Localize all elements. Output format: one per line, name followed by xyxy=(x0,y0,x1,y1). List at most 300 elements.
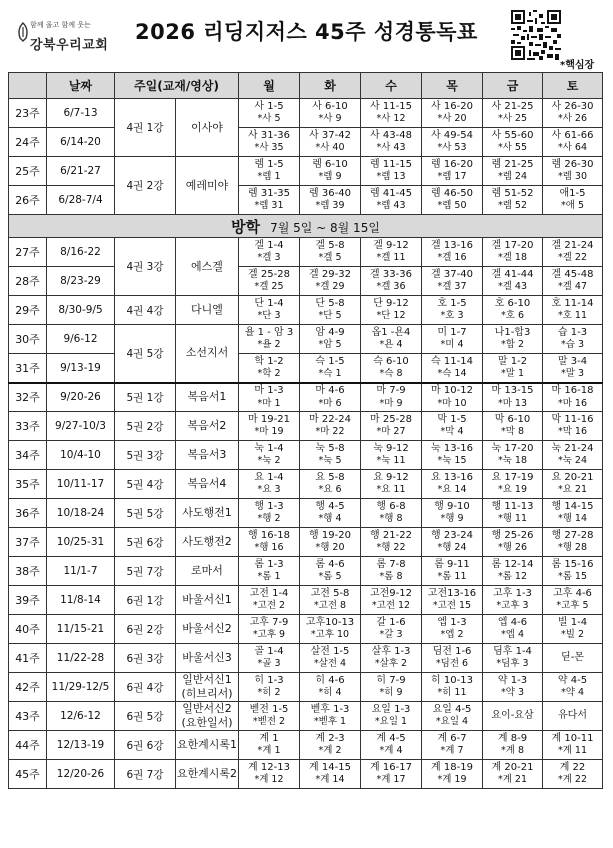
reading-cell xyxy=(422,441,483,470)
core-chapter: *합 2 xyxy=(501,339,524,351)
lecture-topic: 다니엘 xyxy=(176,296,239,325)
table-body xyxy=(9,99,603,789)
core-chapter: *마 19 xyxy=(254,426,284,438)
reading-range: 습 1-3 xyxy=(557,326,588,338)
core-chapter: *막 16 xyxy=(557,426,588,438)
lecture-topic-title: 바울서신1 xyxy=(182,593,232,607)
reading-range: 눅 9-12 xyxy=(373,442,409,454)
reading-range: 히 10-13 xyxy=(431,674,473,686)
week-number: 32주 xyxy=(9,383,47,412)
reading-cell xyxy=(239,325,300,354)
reading-cell xyxy=(543,354,603,383)
reading-range: 마 16-18 xyxy=(551,385,594,397)
reading-range: 고후 1-3 xyxy=(493,587,532,599)
core-chapter: *렘 50 xyxy=(437,200,467,212)
core-chapter: *사 64 xyxy=(557,142,588,154)
lecture-topic-title: 요한계시록2 xyxy=(176,767,238,781)
reading-range: 렘 11-15 xyxy=(370,158,412,170)
core-chapter: *렘 17 xyxy=(437,171,467,183)
reading-range: 렘 51-52 xyxy=(491,187,534,199)
week-dates: 11/29-12/5 xyxy=(47,673,115,702)
reading-cell xyxy=(483,383,543,412)
reading-cell xyxy=(422,412,483,441)
reading-cell xyxy=(543,615,603,644)
lecture-number: 4권 4강 xyxy=(115,296,176,325)
reading-cell xyxy=(300,586,361,615)
reading-range: 사 55-60 xyxy=(491,129,534,141)
reading-range: 렘 46-50 xyxy=(431,187,473,199)
reading-range: 행 14-15 xyxy=(551,500,594,512)
reading-range: 고전9-12 xyxy=(369,587,412,599)
core-chapter: *학 2 xyxy=(257,368,281,380)
reading-range: 사 49-54 xyxy=(431,129,473,141)
reading-cell xyxy=(361,128,422,157)
core-chapter: *엡 2 xyxy=(440,629,464,641)
core-chapter: *계 11 xyxy=(557,745,588,757)
reading-cell xyxy=(239,354,300,383)
week-dates: 8/23-29 xyxy=(47,267,115,296)
reading-range: 막 6-10 xyxy=(494,413,531,425)
week-dates: 9/6-12 xyxy=(47,325,115,354)
lecture-number: 5권 5강 xyxy=(115,499,176,528)
reading-cell xyxy=(300,470,361,499)
reading-range: 살전 1-5 xyxy=(310,645,350,657)
reading-cell xyxy=(361,470,422,499)
reading-cell xyxy=(543,325,603,354)
reading-cell xyxy=(361,731,422,760)
reading-cell xyxy=(361,528,422,557)
reading-range: 겔 37-40 xyxy=(431,268,473,280)
core-chapter: *단 5 xyxy=(318,310,342,322)
reading-range: 딛-몬 xyxy=(561,651,584,663)
lecture-number: 6권 5강 xyxy=(115,702,176,731)
week-dates: 6/14-20 xyxy=(47,128,115,157)
reading-range: 행 16-18 xyxy=(248,529,290,541)
core-chapter: *애 5 xyxy=(561,200,584,212)
lecture-topic-title: 일반서신1 xyxy=(182,673,232,687)
reading-range: 미 1-7 xyxy=(437,326,467,338)
reading-range: 욜 1 - 암 3 xyxy=(244,326,294,338)
reading-range: 사 37-42 xyxy=(309,129,351,141)
reading-range: 슥 6-10 xyxy=(373,355,409,367)
reading-cell xyxy=(300,267,361,296)
reading-cell xyxy=(361,441,422,470)
reading-cell xyxy=(483,325,543,354)
lecture-number: 4권 1강 xyxy=(115,99,176,157)
core-chapter: *롬 15 xyxy=(557,571,588,583)
core-chapter: *겔 22 xyxy=(557,252,588,264)
week-dates: 6/21-27 xyxy=(47,157,115,186)
reading-range: 요 5-8 xyxy=(315,471,345,483)
core-chapter: *사 53 xyxy=(437,142,467,154)
table-row xyxy=(9,470,603,499)
reading-range: 고후 4-6 xyxy=(553,587,592,599)
table-row xyxy=(9,383,603,412)
week-number: 42주 xyxy=(9,673,47,702)
reading-cell xyxy=(422,383,483,412)
reading-cell xyxy=(543,731,603,760)
table-row xyxy=(9,499,603,528)
reading-range: 벧전 1-5 xyxy=(249,703,289,715)
reading-cell xyxy=(543,528,603,557)
core-chapter: *행 9 xyxy=(440,513,464,525)
core-chapter: *요일 4 xyxy=(435,716,469,728)
core-chapter: *요 21 xyxy=(557,484,588,496)
core-chapter: *눅 5 xyxy=(318,455,342,467)
week-dates: 10/25-31 xyxy=(47,528,115,557)
lecture-topic: 예레미야 xyxy=(176,157,239,215)
core-chapter: *렘 52 xyxy=(497,200,528,212)
reading-range: 고전 5-8 xyxy=(310,587,350,599)
reading-range: 겔 9-12 xyxy=(373,239,409,251)
lecture-topic-title: 복음서3 xyxy=(187,448,227,462)
week-number: 45주 xyxy=(9,760,47,789)
table-row xyxy=(9,557,603,586)
reading-cell xyxy=(543,267,603,296)
lecture-topic: 에스겔 xyxy=(176,238,239,296)
reading-range: 엡 1-3 xyxy=(437,616,467,628)
reading-cell xyxy=(361,673,422,702)
week-number: 26주 xyxy=(9,186,47,215)
core-chapter: *사 25 xyxy=(497,113,528,125)
core-chapter: *롬 5 xyxy=(318,571,342,583)
week-number: 30주 xyxy=(9,325,47,354)
core-chapter: *딤후 3 xyxy=(496,658,529,670)
reading-cell xyxy=(239,470,300,499)
reading-cell xyxy=(543,157,603,186)
core-chapter: *히 4 xyxy=(318,687,342,699)
reading-range: 딤후 1-4 xyxy=(493,645,532,657)
reading-cell xyxy=(483,499,543,528)
reading-range: 겔 41-44 xyxy=(491,268,534,280)
core-chapter: *겔 36 xyxy=(376,281,406,293)
core-chapter-note: *핵심장 xyxy=(560,60,595,71)
week-dates: 11/1-7 xyxy=(47,557,115,586)
core-chapter: *행 11 xyxy=(497,513,528,525)
reading-cell xyxy=(300,673,361,702)
reading-range: 계 10-11 xyxy=(551,732,594,744)
core-chapter: *마 1 xyxy=(257,397,281,409)
reading-range: 눅 13-16 xyxy=(431,442,473,454)
reading-range: 마 4-6 xyxy=(315,385,345,397)
qr-code-icon[interactable] xyxy=(511,10,561,60)
core-chapter: *벧후 1 xyxy=(313,716,347,728)
reading-range: 행 1-3 xyxy=(254,500,284,512)
week-dates: 10/11-17 xyxy=(47,470,115,499)
week-dates: 8/16-22 xyxy=(47,238,115,267)
table-row xyxy=(9,354,603,383)
week-dates: 8/30-9/5 xyxy=(47,296,115,325)
lecture-number: 5권 2강 xyxy=(115,412,176,441)
lecture-topic-title: 요한계시록1 xyxy=(176,738,238,752)
vacation-dates: 7월 5일 ~ 8월 15일 xyxy=(270,220,380,235)
week-number: 27주 xyxy=(9,238,47,267)
reading-cell xyxy=(422,673,483,702)
core-chapter: *고후 3 xyxy=(496,600,529,612)
reading-cell xyxy=(422,615,483,644)
core-chapter: *호 3 xyxy=(440,310,464,322)
reading-range: 벧후 1-3 xyxy=(310,703,350,715)
core-chapter: *약 4 xyxy=(561,687,584,699)
core-chapter: *딤전 6 xyxy=(435,658,469,670)
reading-cell xyxy=(239,128,300,157)
reading-cell xyxy=(483,441,543,470)
reading-range: 호 11-14 xyxy=(551,297,594,309)
reading-cell xyxy=(543,238,603,267)
reading-range: 렘 6-10 xyxy=(312,158,348,170)
reading-cell xyxy=(361,186,422,215)
table-row xyxy=(9,157,603,186)
lecture-number: 5권 7강 xyxy=(115,557,176,586)
reading-range: 유다서 xyxy=(558,709,587,721)
reading-range: 렘 36-40 xyxy=(309,187,351,199)
core-chapter: *롬 12 xyxy=(497,571,528,583)
reading-cell xyxy=(361,644,422,673)
reading-cell xyxy=(422,731,483,760)
lecture-topic-title: 로마서 xyxy=(191,564,223,578)
lecture-topic xyxy=(176,731,239,760)
lecture-topic-subtitle: (히브리서) xyxy=(181,687,233,700)
core-chapter: *말 1 xyxy=(501,368,524,380)
core-chapter: *계 21 xyxy=(497,774,528,786)
core-chapter: *고후 10 xyxy=(310,629,350,641)
core-chapter: *계 4 xyxy=(379,745,403,757)
reading-cell xyxy=(239,412,300,441)
lecture-number: 6권 7강 xyxy=(115,760,176,789)
header-thu: 목 xyxy=(422,73,483,99)
reading-range: 겔 1-4 xyxy=(254,239,284,251)
lecture-topic-title: 사도행전1 xyxy=(182,506,232,520)
reading-cell xyxy=(300,702,361,731)
reading-cell xyxy=(239,644,300,673)
reading-cell xyxy=(483,296,543,325)
lecture-topic xyxy=(176,557,239,586)
core-chapter: *약 3 xyxy=(501,687,524,699)
reading-cell xyxy=(422,528,483,557)
reading-cell xyxy=(361,557,422,586)
reading-range: 롬 9-11 xyxy=(434,558,470,570)
reading-cell xyxy=(239,238,300,267)
table-row xyxy=(9,412,603,441)
reading-range: 단 1-4 xyxy=(254,297,284,309)
core-chapter: *행 16 xyxy=(254,542,284,554)
reading-range: 눅 21-24 xyxy=(551,442,594,454)
reading-cell xyxy=(543,499,603,528)
header-fri: 금 xyxy=(483,73,543,99)
reading-range: 옵1 -욘4 xyxy=(371,326,411,338)
core-chapter: *눅 2 xyxy=(257,455,281,467)
core-chapter: *마 22 xyxy=(315,426,345,438)
core-chapter: *슥 1 xyxy=(318,368,342,380)
reading-range: 사 26-30 xyxy=(551,100,594,112)
reading-cell xyxy=(543,760,603,789)
core-chapter: *행 26 xyxy=(497,542,528,554)
reading-range: 행 21-22 xyxy=(370,529,412,541)
reading-range: 말 3-4 xyxy=(557,355,588,367)
lecture-number: 6권 4강 xyxy=(115,673,176,702)
reading-range: 막 1-5 xyxy=(437,413,467,425)
reading-cell xyxy=(543,557,603,586)
reading-range: 겔 17-20 xyxy=(491,239,534,251)
reading-cell xyxy=(543,383,603,412)
core-chapter: *요일 1 xyxy=(374,716,408,728)
reading-range: 요일 4-5 xyxy=(432,703,472,715)
table-header-row xyxy=(9,73,603,99)
reading-cell xyxy=(239,731,300,760)
table-row xyxy=(9,673,603,702)
week-dates: 6/7-13 xyxy=(47,99,115,128)
vacation-row xyxy=(9,215,603,238)
core-chapter: *고전 15 xyxy=(432,600,472,612)
vacation-label: 방학 xyxy=(231,217,261,236)
core-chapter: *렘 1 xyxy=(257,171,281,183)
core-chapter: *엡 4 xyxy=(501,629,524,641)
reading-cell xyxy=(300,644,361,673)
reading-range: 행 11-13 xyxy=(491,500,534,512)
core-chapter: *히 11 xyxy=(437,687,467,699)
reading-range: 마 13-15 xyxy=(491,385,534,397)
core-chapter: *렘 9 xyxy=(318,171,342,183)
core-chapter: *렘 43 xyxy=(376,200,406,212)
reading-cell xyxy=(239,296,300,325)
core-chapter: *빌 2 xyxy=(561,629,584,641)
core-chapter: *마 27 xyxy=(376,426,406,438)
reading-range: 계 20-21 xyxy=(491,761,534,773)
core-chapter: *호 6 xyxy=(501,310,524,322)
header-tue: 화 xyxy=(300,73,361,99)
reading-range: 겔 25-28 xyxy=(248,268,290,280)
reading-cell xyxy=(300,157,361,186)
core-chapter: *겔 47 xyxy=(557,281,588,293)
reading-cell xyxy=(483,760,543,789)
reading-cell xyxy=(422,267,483,296)
reading-cell xyxy=(422,128,483,157)
reading-range: 행 4-5 xyxy=(315,500,345,512)
core-chapter: *행 4 xyxy=(318,513,342,525)
lecture-topic-subtitle: (요한일서) xyxy=(181,716,233,729)
core-chapter: *골 3 xyxy=(257,658,281,670)
reading-range: 사 31-36 xyxy=(248,129,290,141)
core-chapter: *마 9 xyxy=(379,397,403,409)
page-header xyxy=(0,0,613,72)
reading-cell xyxy=(300,238,361,267)
reading-cell xyxy=(361,238,422,267)
reading-cell xyxy=(239,383,300,412)
reading-cell xyxy=(422,238,483,267)
logo-tagline: 함께 울고 함께 웃는 xyxy=(30,21,91,29)
week-dates: 9/20-26 xyxy=(47,383,115,412)
core-chapter: *렘 24 xyxy=(497,171,528,183)
reading-cell xyxy=(300,99,361,128)
reading-range: 약 1-3 xyxy=(497,674,528,686)
week-dates: 12/6-12 xyxy=(47,702,115,731)
lecture-topic xyxy=(176,673,239,702)
reading-cell xyxy=(239,760,300,789)
reading-range: 딤전 1-6 xyxy=(432,645,472,657)
reading-cell xyxy=(239,557,300,586)
core-chapter: *사 12 xyxy=(376,113,406,125)
core-chapter: *계 19 xyxy=(437,774,467,786)
core-chapter: *계 8 xyxy=(501,745,524,757)
core-chapter: *행 8 xyxy=(379,513,403,525)
reading-cell xyxy=(361,325,422,354)
reading-cell xyxy=(422,702,483,731)
reading-cell xyxy=(300,186,361,215)
reading-range: 사 1-5 xyxy=(254,100,284,112)
reading-range: 계 12-13 xyxy=(248,761,290,773)
reading-cell xyxy=(543,128,603,157)
core-chapter: *암 5 xyxy=(318,339,342,351)
lecture-number: 6권 1강 xyxy=(115,586,176,615)
reading-cell xyxy=(422,296,483,325)
reading-range: 눅 1-4 xyxy=(254,442,284,454)
header-date: 날짜 xyxy=(47,73,115,99)
core-chapter: *미 4 xyxy=(440,339,464,351)
lecture-topic xyxy=(176,441,239,470)
core-chapter: *눅 11 xyxy=(376,455,406,467)
reading-range: 겔 21-24 xyxy=(551,239,594,251)
core-chapter: *롬 8 xyxy=(379,571,403,583)
lecture-topic-title: 일반서신2 xyxy=(182,702,232,716)
reading-range: 단 5-8 xyxy=(315,297,345,309)
reading-range: 살후 1-3 xyxy=(371,645,411,657)
lecture-topic xyxy=(176,383,239,412)
reading-cell xyxy=(239,186,300,215)
core-chapter: *마 10 xyxy=(437,397,467,409)
core-chapter: *마 6 xyxy=(318,397,342,409)
reading-range: 롬 4-6 xyxy=(315,558,345,570)
core-chapter: *요 14 xyxy=(437,484,467,496)
table-row xyxy=(9,615,603,644)
reading-range: 행 6-8 xyxy=(376,500,406,512)
reading-range: 롬 7-8 xyxy=(376,558,406,570)
reading-cell xyxy=(300,296,361,325)
core-chapter: *사 35 xyxy=(254,142,284,154)
core-chapter: *계 12 xyxy=(254,774,284,786)
core-chapter: *눅 15 xyxy=(437,455,467,467)
table-row xyxy=(9,267,603,296)
reading-cell xyxy=(543,412,603,441)
lecture-topic xyxy=(176,644,239,673)
reading-range: 롬 1-3 xyxy=(254,558,284,570)
reading-range: 요 17-19 xyxy=(491,471,534,483)
reading-cell xyxy=(483,157,543,186)
reading-range: 암 4-9 xyxy=(315,326,345,338)
reading-cell xyxy=(361,586,422,615)
lecture-number: 5권 1강 xyxy=(115,383,176,412)
reading-cell xyxy=(239,615,300,644)
lecture-topic: 소선지서 xyxy=(176,325,239,383)
core-chapter: *욘 4 xyxy=(379,339,403,351)
week-number: 23주 xyxy=(9,99,47,128)
reading-cell xyxy=(483,673,543,702)
reading-range: 행 9-10 xyxy=(434,500,470,512)
reading-range: 렘 21-25 xyxy=(491,158,534,170)
table-row xyxy=(9,731,603,760)
core-chapter: *렘 39 xyxy=(315,200,345,212)
core-chapter: *말 3 xyxy=(561,368,584,380)
reading-cell xyxy=(483,412,543,441)
core-chapter: *욜 2 xyxy=(257,339,281,351)
reading-cell xyxy=(422,354,483,383)
core-chapter: *겔 37 xyxy=(437,281,467,293)
week-number: 31주 xyxy=(9,354,47,383)
lecture-number: 4권 2강 xyxy=(115,157,176,215)
week-number: 44주 xyxy=(9,731,47,760)
reading-range: 사 6-10 xyxy=(312,100,348,112)
reading-range: 사 11-15 xyxy=(370,100,412,112)
table-row xyxy=(9,702,603,731)
